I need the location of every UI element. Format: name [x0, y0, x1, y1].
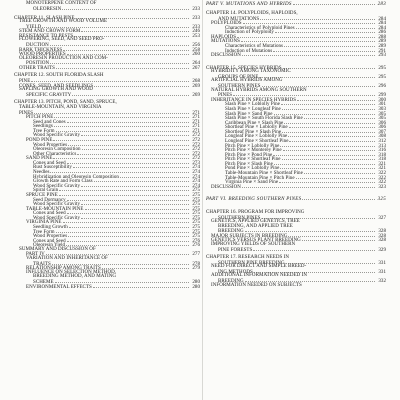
toc-entry-title: VIRGINIA PINE: [26, 220, 62, 226]
toc-entry-title: Pitch Pine × Monterey Pine: [225, 148, 282, 154]
toc-entry-title: Cones and Seed: [33, 211, 66, 217]
toc-page-number: 246: [192, 29, 200, 35]
toc-entry-title: PINES: [218, 93, 233, 99]
toc-leader-dots: [105, 37, 189, 40]
toc-page-number: 295: [378, 74, 386, 80]
toc-entry-title: Cones and Seed: [33, 238, 66, 244]
toc-entry-title: Longleaf Pine × Loblolly Pine: [225, 134, 288, 140]
toc-entry-title: RELATIONSHIP AMONG TRAITS: [26, 266, 101, 272]
toc-page-number: 328: [378, 229, 386, 235]
toc-entry-title: Other Characteristics: [33, 151, 77, 157]
toc-entry-title: CHAPTER 14. POLYPLOIDS, HAPLOIDS,: [206, 10, 298, 16]
toc-page-number: 260: [192, 52, 200, 58]
toc-entry-title: INFLUENCE ON SELECTION METHOD,: [26, 269, 117, 275]
toc-page-number: 269: [192, 83, 200, 89]
toc-page-number: 256: [192, 43, 200, 49]
toc-entry[interactable]: [14, 6, 200, 11]
toc-page-number: 296: [378, 84, 386, 90]
toc-entry-title: Shortleaf Pine × Slash Pine: [225, 129, 282, 135]
toc-entry-title: ARTIFICIAL HYBRIDS AMONG: [211, 78, 283, 84]
toc-entry-title: STEM AND CROWN FORM: [19, 29, 81, 35]
toc-leader-dots: [294, 223, 375, 226]
toc-page-number: 233: [192, 6, 200, 12]
toc-entry-title: HYBRIDITY AMONG TAXONOMIC: [211, 69, 291, 75]
toc-entry-title: ADDITIONAL INFORMATION NEEDED IN: [211, 273, 307, 279]
toc-page-number: 328: [378, 233, 386, 239]
toc-page-number: 264: [192, 61, 200, 67]
toc-entry[interactable]: [206, 279, 386, 288]
toc-entry-title: MUTATIONS: [211, 39, 240, 45]
toc-entry-title: Pitch Pine × Pond Pine: [225, 152, 273, 158]
toc-entry-title: PINE FORESTS: [218, 247, 253, 253]
toc-page-number: 289: [378, 39, 386, 45]
toc-page-number: 275: [192, 188, 200, 194]
toc-entry-title: CONES, SEED, AND SEEDLINGS: [19, 83, 94, 89]
toc-page-number: 312: [378, 139, 386, 144]
toc-page-number: 321: [378, 161, 386, 167]
toc-entry-title: NEED FOR DIRECT AND SIMPLE BREED-: [211, 264, 307, 270]
toc-page-number: 276: [192, 243, 200, 249]
toc-page-number: 280: [192, 284, 200, 290]
toc-entry-title: CHAPTER 16. PROGRAM FOR IMPROVING: [206, 209, 305, 215]
toc-entry[interactable]: [14, 65, 200, 70]
toc-leader-dots: [56, 65, 189, 69]
toc-entry-title: SOUTHERN PINES: [218, 84, 261, 90]
toc-entry-title: Pitch Pine × Slash Pine: [225, 161, 273, 167]
toc-page-number: 271: [192, 115, 200, 121]
toc-page-number: 318: [378, 157, 386, 163]
toc-page-number: 321: [378, 166, 386, 172]
toc-entry-title: BREEDING: [218, 279, 244, 285]
toc-page-number: 322: [378, 171, 386, 177]
toc-leader-dots: [104, 73, 189, 76]
toc-page-number: 316: [378, 148, 386, 154]
toc-leader-dots: [292, 69, 375, 72]
toc-page-number: 284: [378, 21, 386, 27]
toc-page-number: 328: [378, 238, 386, 244]
toc-entry-title: BREEDING: [218, 229, 244, 235]
toc-entry-title: PINES: [19, 110, 34, 116]
toc-leader-dots: [93, 283, 189, 287]
toc-entry-title: SCHEME: [33, 279, 54, 285]
toc-entry-title: TREE GROWTH AND WOOD VOLUME: [19, 19, 108, 25]
toc-entry-title: Wood Properties: [33, 234, 68, 240]
toc-entry-title: PART VI. BREEDING SOUTHERN PINES: [206, 197, 302, 203]
toc-entry-title: SPECIFIC GRAVITY: [26, 92, 72, 98]
toc-page-number: 308: [378, 134, 386, 140]
toc-page-number: 303: [378, 106, 386, 112]
toc-leader-dots: [253, 246, 375, 250]
toc-page-number: 233: [192, 24, 200, 30]
toc-entry-title: Table-Mountain Pine × Pitch Pine: [225, 175, 295, 181]
toc-leader-dots: [308, 87, 375, 90]
toc-entry-title: Seedlings: [33, 124, 53, 130]
toc-entry-title: SUMMARY AND DISCUSSION OF: [19, 246, 96, 252]
toc-leader-dots: [117, 269, 189, 272]
toc-entry-title: PART V. MUTATIONS AND HYBRIDS: [206, 2, 292, 8]
toc-page-number: 274: [192, 165, 200, 171]
toc-page-number: 288: [378, 34, 386, 40]
toc-page-number: 233: [192, 15, 200, 21]
toc-entry-title: Hybridization and Oleoresin Composition: [33, 174, 119, 180]
toc-page-number: 300: [378, 97, 386, 103]
toc-entry-title: Slash Pine × Loblolly Pine: [225, 102, 280, 108]
toc-leader-dots: [290, 255, 375, 258]
toc-page-number: 275: [192, 234, 200, 240]
toc-entry-title: Pitch Pine × Shortleaf Pine: [225, 157, 281, 163]
toc-leader-dots: [72, 91, 189, 95]
toc-leader-dots: [94, 87, 189, 90]
toc-page-number: 274: [192, 183, 200, 189]
toc-entry-title: MAJOR SUBJECTS IN BREEDING: [211, 233, 288, 239]
toc-page-number: 332: [378, 279, 386, 285]
toc-page-number: 277: [192, 252, 200, 258]
toc-right-column: [206, 1, 386, 287]
toc-leader-dots: [305, 210, 375, 213]
toc-page-number: 275: [192, 224, 200, 230]
toc-entry-title: Slash Pine × Sand Pine: [225, 111, 273, 117]
toc-page-number: 306: [378, 125, 386, 131]
toc-leader-dots: [299, 11, 375, 14]
toc-entry-title: SPRUCE PINE: [26, 192, 58, 198]
toc-page-number: 318: [378, 152, 386, 158]
toc-page-number: 275: [192, 229, 200, 235]
toc-page-number: 331: [378, 269, 386, 275]
toc-page-number: 289: [378, 44, 386, 50]
toc-page-number: 283: [377, 2, 386, 8]
toc-leader-dots: [242, 52, 375, 56]
toc-entry-title: CHAPTER 13. PITCH, POND, SAND, SPRUCE,: [14, 100, 117, 106]
toc-page-number: 269: [192, 92, 200, 98]
toc-page-number: 274: [192, 179, 200, 185]
toc-page-number: 305: [378, 116, 386, 122]
toc-page-number: 267: [192, 65, 200, 71]
toc-entry-title: GENETICS, APPLIED GENETICS, TREE: [211, 219, 300, 225]
toc-entry-title: Virginia Pine × Sand Pine: [225, 180, 279, 186]
toc-page-number: 275: [192, 206, 200, 212]
toc-entry-title: OLEORESIN: [33, 6, 62, 12]
toc-entry-title: Wood Specific Gravity: [33, 183, 81, 189]
toc-entry-title: Cones and Seed: [33, 160, 66, 166]
toc-page-number: 258: [192, 47, 200, 53]
toc-page-number: 271: [192, 119, 200, 125]
toc-entry-title: Characteristics of Mutations: [225, 44, 284, 50]
toc-leader-dots: [284, 78, 375, 81]
toc-entry-title: BARK THICKNESS: [19, 47, 63, 53]
toc-page-number: 322: [378, 180, 386, 186]
toc-entry-title: POND PINE: [26, 138, 53, 143]
toc-page-number: 268: [192, 79, 200, 85]
toc-entry-title: BREEDING METHOD, AND MATING: [33, 274, 117, 280]
toc-leader-dots: [108, 19, 189, 22]
toc-entry-title: OTHER TRAITS: [19, 65, 55, 71]
toc-entry-title: DISCUSSION: [211, 53, 241, 59]
toc-entry-title: Oleoresin Composition: [33, 147, 81, 153]
toc-entry-title: PITCH PINE: [26, 115, 54, 121]
toc-left-column: [14, 1, 200, 288]
toc-entry-title: CHAPTER 15. SPECIES HYBRIDS: [206, 65, 282, 71]
toc-page-number: 276: [192, 238, 200, 244]
toc-page-number: 329: [378, 247, 386, 253]
toc-page-number: 313: [378, 143, 386, 149]
toc-page-number: 280: [192, 279, 200, 285]
toc-entry-title: SOUTHERN PINE BREEDING: [218, 260, 285, 266]
toc-page-number: 284: [378, 16, 386, 22]
toc-page-number: 327: [378, 215, 386, 221]
toc-page-number: 291: [378, 48, 386, 54]
toc-entry-title: Slash Pine × Longleaf Pine: [225, 106, 281, 112]
toc-entry-title: Pitch Pine × Loblolly Pine: [225, 143, 280, 149]
toc-page-number: 279: [192, 266, 200, 272]
toc-entry-title: Rust Susceptibility: [33, 165, 72, 171]
toc-leader-dots: [308, 273, 375, 276]
toc-entry-title: Oleoresin Yield: [33, 243, 66, 249]
toc-entry-title: TABLE-MOUNTAIN, AND VIRGINIA: [19, 104, 102, 110]
toc-page-number: 274: [192, 170, 200, 176]
toc-entry-title: Tree Form: [33, 229, 55, 235]
toc-entry-title: Induction of Polyploidy: [225, 30, 274, 36]
toc-entry-title: Tree Form: [33, 128, 55, 134]
toc-page-number: 272: [192, 156, 200, 162]
toc-entry-title: MONOTERPENE CONTENT OF: [26, 1, 97, 7]
toc-leader-dots: [97, 246, 189, 249]
toc-entry-title: Wood Properties: [33, 142, 68, 148]
toc-page-number: 275: [192, 211, 200, 217]
toc-leader-dots: [301, 219, 375, 222]
toc-page-number: 323: [378, 184, 386, 190]
toc-entry-title: Seed Dormancy: [33, 197, 66, 203]
toc-page-number: 286: [378, 30, 386, 36]
toc-entry-title: FLOWERING, SEED, AND SEED PRO-: [19, 37, 105, 43]
toc-entry-title: AND MUTATIONS: [218, 16, 260, 22]
toc-page-number: 272: [192, 142, 200, 148]
toc-entry-title: Needles: [33, 170, 50, 176]
toc-page-number: 293: [378, 53, 386, 59]
toc-page-number: 275: [192, 192, 200, 198]
toc-entry-title: BREEDING, AND APPLIED TREE: [218, 223, 293, 229]
toc-entry-title: SAND PINE: [26, 156, 53, 162]
toc-page-number: 275: [192, 197, 200, 203]
toc-leader-dots: [118, 100, 189, 103]
toc-entry[interactable]: [14, 91, 200, 96]
toc-entry-title: NATURAL HYBRIDS AMONG SOUTHERN: [211, 87, 307, 93]
toc-page-number: 306: [378, 120, 386, 126]
toc-entry-title: DISCUSSION: [211, 184, 241, 190]
toc-leader-dots: [117, 274, 189, 277]
toc-page-number: 272: [192, 133, 200, 139]
toc-entry-title: PART IV: [26, 252, 45, 258]
toc-entry[interactable]: [206, 180, 386, 190]
toc-entry-title: VARIATION AND INHERITANCE OF: [26, 256, 108, 262]
toc-entry-title: Wood Specific Gravity: [33, 133, 81, 139]
toc-entry-title: RESISTANCE TO PESTS: [19, 33, 74, 39]
toc-entry-title: TABLE-MOUNTAIN PINE: [26, 206, 84, 212]
toc-part-heading[interactable]: [206, 196, 386, 201]
toc-page-number: 278: [192, 261, 200, 267]
toc-page-number: 271: [192, 124, 200, 130]
toc-entry-title: INHERITANCE IN SPECIES HYBRIDS: [211, 97, 297, 103]
toc-entry-title: Characteristics of Polyploid Pines: [225, 25, 295, 31]
toc-entry-title: YIELD: [26, 24, 42, 30]
toc-page-number: 325: [377, 197, 386, 203]
toc-page-number: 305: [378, 111, 386, 117]
toc-page-number: 274: [192, 174, 200, 180]
toc-entry-title: GROUPS OF PINE: [218, 74, 259, 80]
toc-entry-title: CHAPTER 11. SLASH PINE: [14, 15, 75, 21]
toc-leader-dots: [296, 242, 375, 245]
toc-entry-title: ING METHODS: [218, 269, 253, 275]
toc-entry-title: Caribbean Pine × Slash Pine: [225, 120, 284, 126]
toc-page-number: 272: [192, 147, 200, 153]
toc-page-number: 253: [192, 33, 200, 39]
toc-leader-dots: [62, 6, 189, 10]
toc-part-heading[interactable]: [206, 1, 386, 6]
toc-page-number: 272: [192, 151, 200, 157]
toc-entry-title: Shortleaf Pine × Loblolly Pine: [225, 125, 288, 131]
toc-entry-title: Growth Rate and Form Class: [33, 179, 93, 185]
toc-entry-title: POLYPLOIDS: [211, 21, 242, 27]
toc-entry-title: PINE: [19, 79, 31, 85]
column-divider: [202, 0, 203, 400]
toc-entry-title: SOUTHERN PINES: [218, 215, 261, 221]
toc-entry-title: POSITION: [26, 61, 50, 67]
toc-leader-dots: [242, 183, 375, 187]
toc-entry-title: ENVIRONMENTAL EFFECTS: [26, 284, 92, 290]
toc-entry-title: CHAPTER 17. RESEARCH NEEDS IN: [206, 255, 289, 261]
toc-entry-title: CHAPTER 12. SOUTH FLORIDA SLASH: [14, 73, 104, 79]
toc-entry-title: Induction of Mutations: [225, 48, 273, 54]
toc-entry-title: Seedling Growth: [33, 224, 68, 230]
toc-entry-title: Wood Specific Gravity: [33, 215, 81, 221]
toc-entry-title: DUCTION: [26, 43, 49, 49]
toc-page-number: 271: [192, 110, 200, 116]
toc-page-number: 301: [378, 102, 386, 108]
toc-page-number: 273: [192, 160, 200, 166]
toc-entry-title: OLEORESIN PRODUCTION AND COM-: [19, 55, 108, 61]
toc-leader-dots: [302, 196, 375, 200]
toc-entry-title: Longleaf Pine × Shortleaf Pine: [225, 139, 289, 144]
toc-leader-dots: [307, 264, 375, 267]
toc-leader-dots: [303, 282, 375, 285]
toc-entry-title: Table-Mountain Pine × Shortleaf Pine: [225, 171, 303, 177]
toc-leader-dots: [103, 105, 189, 108]
toc-leader-dots: [97, 1, 189, 4]
toc-entry-title: TRAITS: [33, 261, 51, 267]
toc-entry-title: Spiral Grain: [33, 188, 59, 194]
toc-page-number: 322: [378, 175, 386, 181]
toc-leader-dots: [109, 256, 189, 259]
toc-entry-title: HAPLOIDS: [211, 34, 237, 40]
toc-entry-title: Seed and Cones: [33, 119, 66, 125]
toc-page-number: 331: [378, 260, 386, 266]
toc-page-number: 275: [192, 202, 200, 208]
toc-entry-title: GENETICS VERSUS PLANT BREEDING: [211, 238, 301, 244]
toc-page-number: 275: [192, 215, 200, 221]
toc-page-number: 284: [378, 25, 386, 31]
toc-page-number: 272: [192, 138, 200, 143]
toc-page-number: 275: [192, 220, 200, 226]
toc-leader-dots: [109, 55, 189, 58]
toc-entry-title: Slash Pine × South Florida Slash Pine: [225, 116, 303, 122]
toc-entry-title: Pond Pine × Loblolly Pine: [225, 166, 280, 172]
toc-leader-dots: [293, 1, 375, 5]
toc-page-number: 271: [192, 128, 200, 134]
toc-entry-title: SAPLING GROWTH AND WOOD: [19, 87, 93, 93]
toc-entry-title: INFORMATION NEEDED ON SUBJECTS: [211, 282, 302, 288]
toc-page-number: 307: [378, 129, 386, 135]
toc-entry-title: Wood Specific Gravity: [33, 202, 81, 208]
toc-page-number: 295: [378, 65, 386, 71]
toc-page-number: 299: [378, 93, 386, 99]
toc-entry-title: IMPROVING YIELDS OF SOUTHERN: [211, 241, 296, 247]
toc-entry-title: WOOD PROPERTIES: [19, 52, 66, 58]
